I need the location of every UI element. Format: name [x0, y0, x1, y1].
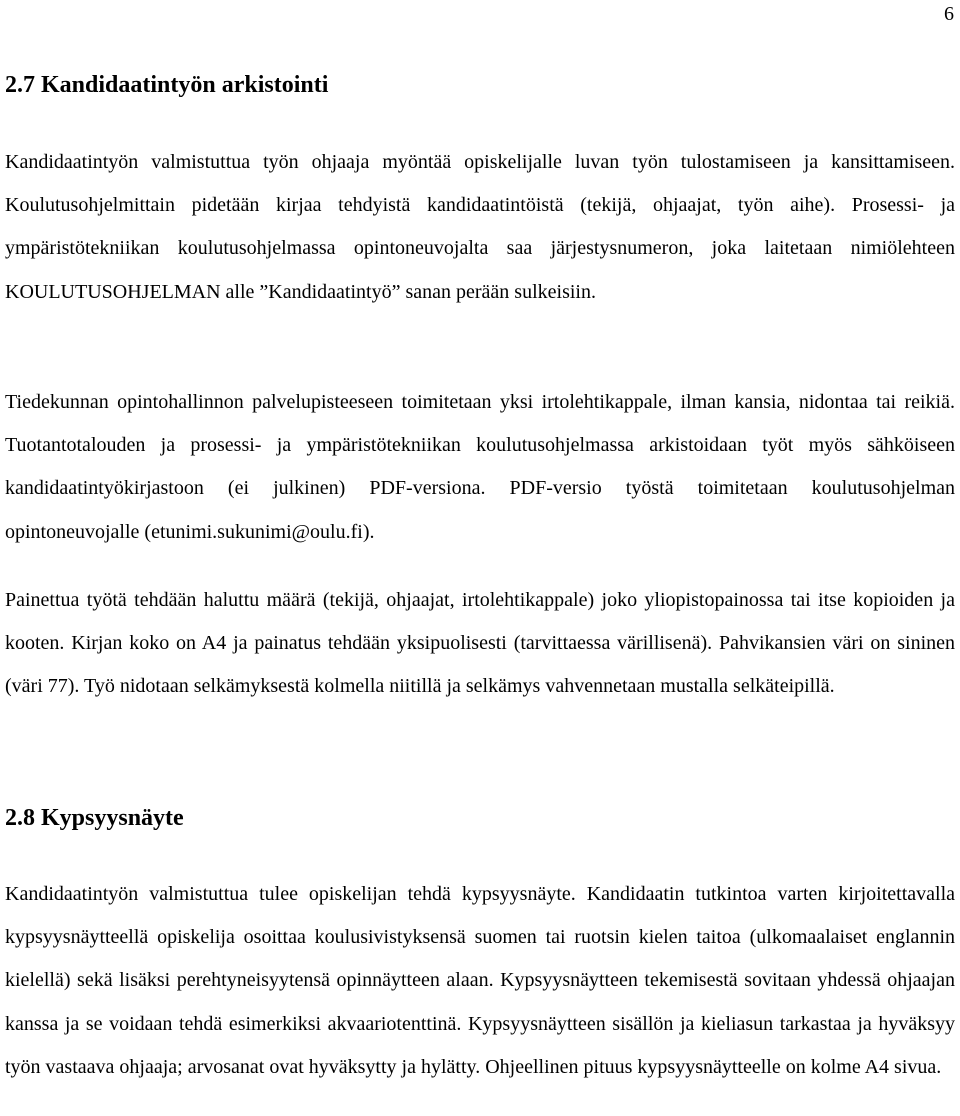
section-heading-archiving: 2.7 Kandidaatintyön arkistointi — [5, 72, 329, 98]
paragraph-archiving-3: Painettua työtä tehdään haluttu määrä (tekijä, ohjaajat, irtolehtikappale) joko yliopistopainossa tai itse kopioiden ja kooten. Kirjan koko on A4 ja painatus tehdään yksipuolisesti (tarvittaessa värillisenä). Pahvikansien väri on sininen (väri 77). Työ nidotaan selkämyksestä kolmella niitillä ja selkämys vahvennetaan mustalla selkäteipillä. — [5, 589, 955, 698]
paragraph-archiving-2: Tiedekunnan opintohallinnon palvelupisteeseen toimitetaan yksi irtolehtikappale, ilman kansia, nidontaa tai reikiä. Tuotantotalouden ja prosessi- ja ympäristötekniikan koulutusohjelmassa arkistoidaan työt myös sähköiseen kandidaatintyökirjastoon (ei julkinen) PDF-versiona. PDF-versio työstä toimitetaan koulutusohjelman opintoneuvojalle (etunimi.sukunimi@oulu.fi). — [5, 391, 955, 543]
paragraph-maturity-test-1: Kandidaatintyön valmistuttua tulee opiskelijan tehdä kypsyysnäyte. Kandidaatin tutkintoa varten kirjoitettavalla kypsyysnäytteellä opiskelija osoittaa koulusivistyksensä suomen tai ruotsin kielen taitoa (ulkomaalaiset englannin kielellä) sekä lisäksi perehtyneisyytensä opinnäytteen alaan. Kypsyysnäytteen tekemisestä sovitaan yhdessä ohjaajan kanssa ja se voidaan tehdä esimerkiksi akvaariotenttinä. Kypsyysnäytteen sisällön ja kieliasun tarkastaa ja hyväksyy työn vastaava ohjaaja; arvosanat ovat hyväksytty ja hylätty. Ohjeellinen pituus kypsyysnäytteelle on kolme A4 sivua. — [5, 883, 955, 1078]
page-number: 6 — [944, 3, 954, 25]
section-heading-maturity-test: 2.8 Kypsyysnäyte — [5, 805, 184, 831]
paragraph-archiving-1: Kandidaatintyön valmistuttua työn ohjaaja myöntää opiskelijalle luvan työn tulostamiseen ja kansittamiseen. Koulutusohjelmittain pidetään kirjaa tehdyistä kandidaatintöistä (tekijä, ohjaajat, työn aihe). Prosessi- ja ympäristötekniikan koulutusohjelmassa opintoneuvojalta saa järjestysnumeron, joka laitetaan nimiölehteen KOULUTUSOHJELMAN alle ”Kandidaatintyö” sanan perään sulkeisiin. — [5, 151, 955, 303]
